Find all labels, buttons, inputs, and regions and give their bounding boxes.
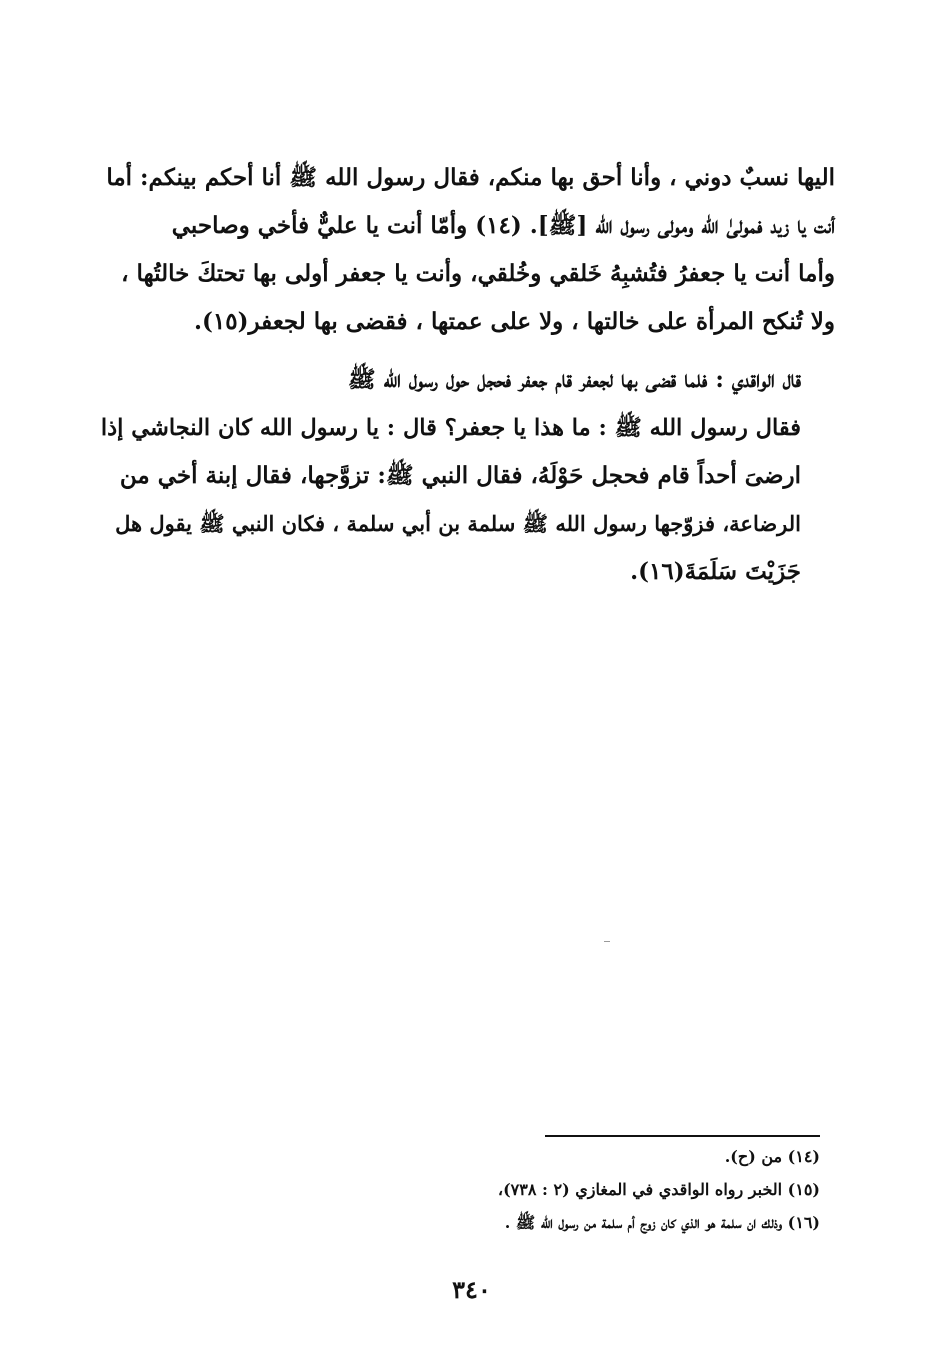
text-line: اليها نسبٌ دوني ، وأنا أحق بها منكم، فقال رسول الله ﷺ أنا أحكم بينكم: أما bbox=[106, 164, 835, 191]
text-line: جَزَيْتَ سَلَمَةَ(١٦). bbox=[630, 558, 801, 585]
text-line: وأما أنت يا جعفرُ فتُشبِهُ خَلقي وخُلقي، وأنت يا جعفر أولى بها تحتكَ خالتُها ، bbox=[121, 260, 835, 287]
paragraph-1 bbox=[100, 154, 835, 346]
text-line: ارضىَ أحداً قام فحجل حَوْلَهُ، فقال النبي ﷺ: تزوَّجها، فقال إبنة أخي من bbox=[119, 462, 801, 489]
paragraph-2 bbox=[100, 356, 835, 596]
main-text bbox=[100, 154, 835, 596]
scan-speck bbox=[604, 941, 610, 942]
text-line: فقال رسول الله ﷺ : ما هذا يا جعفر؟ قال : يا رسول الله كان النجاشي إذا bbox=[100, 415, 801, 441]
text-line: ولا تُنكح المرأة على خالتها ، ولا على عمتها ، فقضى بها لجعفر(١٥). bbox=[194, 308, 835, 335]
footnote-16: (١٦) وذلك ان سلمة هو الذي كان زوج أم سلمة من رسول الله ﷺ . bbox=[504, 1213, 820, 1232]
text-line: أنت يا زيد فمولىٰ الله ومولى رسول الله [ﷺ]. (١٤) وأمّا أنت يا عليٌّ فأخي وصاحبي bbox=[171, 212, 835, 239]
footnote-15: (١٥) الخبر رواه الواقدي في المغازي (٢ : ٧٣٨)، bbox=[497, 1180, 820, 1199]
footnotes bbox=[330, 1140, 820, 1239]
footnote-divider bbox=[545, 1135, 820, 1137]
footnote-14: (١٤) من (ح). bbox=[724, 1147, 820, 1166]
text-line: قال الواقدي : فلما قضى بها لجعفر قام جعفر فحجل حول رسول الله ﷺ bbox=[347, 366, 801, 393]
page-number: ٣٤٠ bbox=[452, 1275, 491, 1304]
text-line: الرضاعة، فزوّجها رسول الله ﷺ سلمة بن أبي سلمة ، فكان النبي ﷺ يقول هل bbox=[115, 511, 801, 536]
